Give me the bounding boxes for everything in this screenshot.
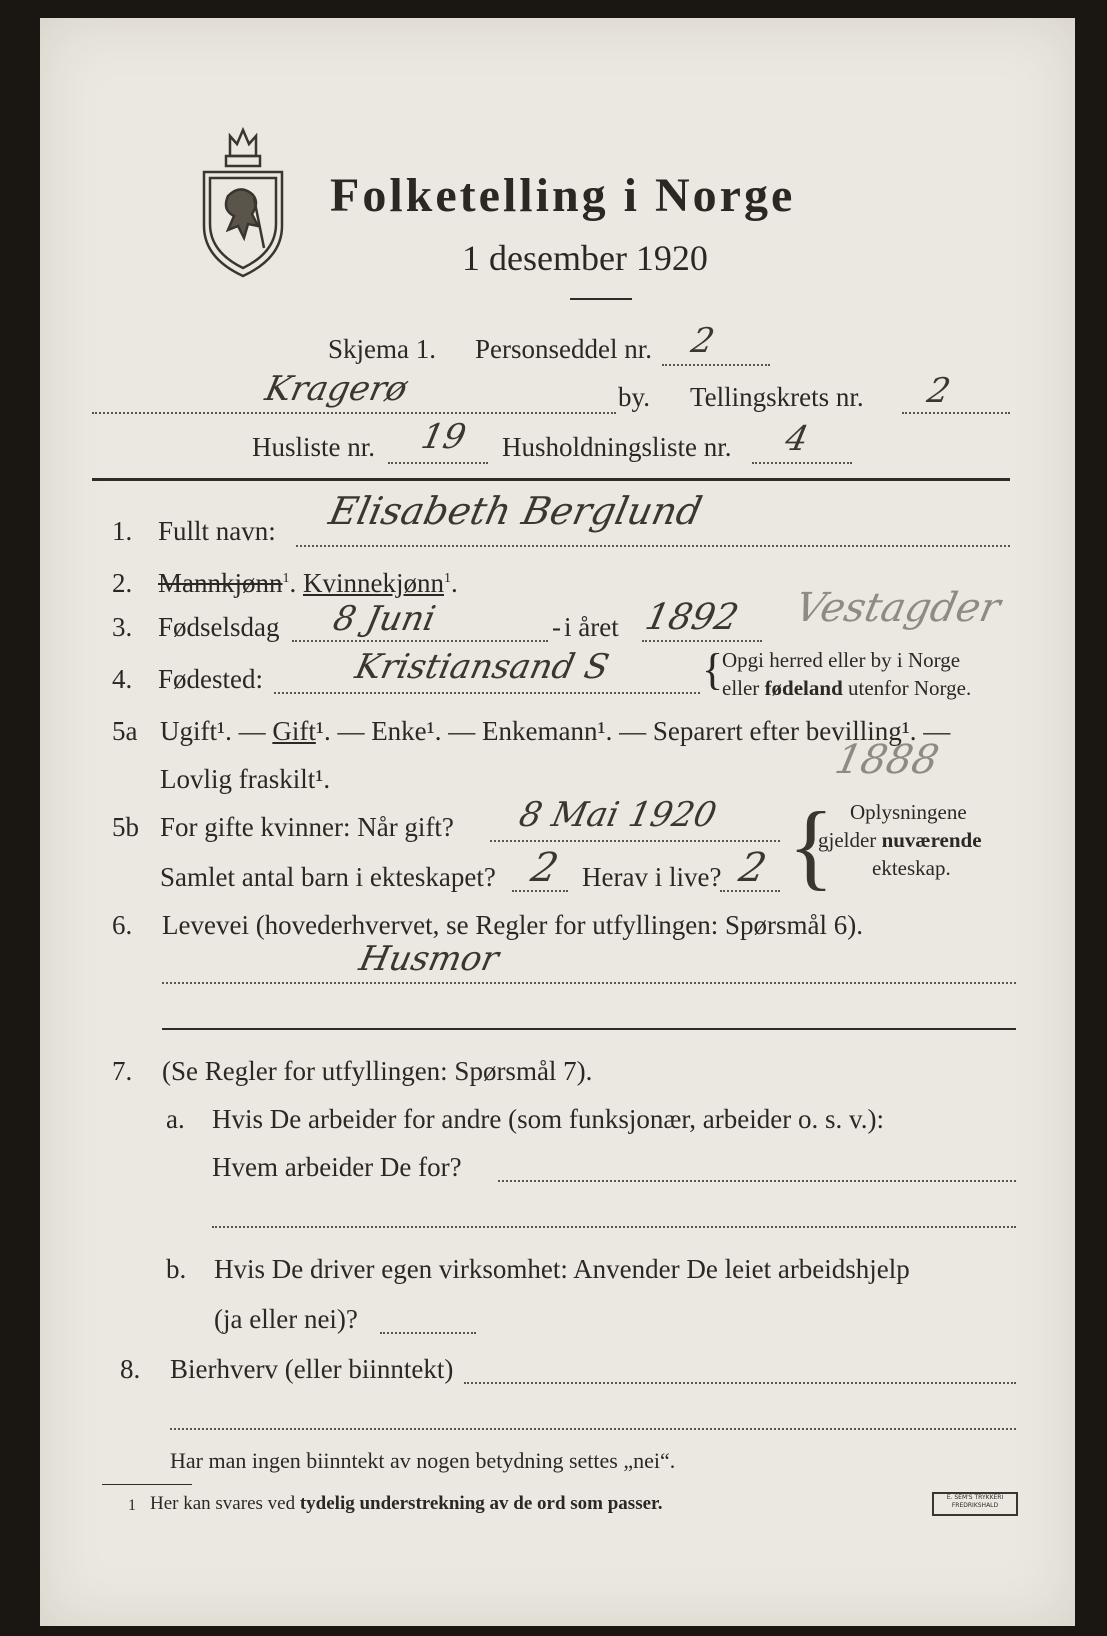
tellingskrets-label: Tellingskrets nr. xyxy=(690,382,864,412)
q5b-note-line1: Oplysningene xyxy=(850,800,967,824)
q5b-children-label: Samlet antal barn i ekteskapet? xyxy=(160,862,496,892)
norwegian-coat-of-arms-icon xyxy=(200,126,286,278)
tellingskrets-field-line xyxy=(902,412,1010,414)
q5a-line2: Lovlig fraskilt¹. xyxy=(160,764,331,794)
q2-sup1: 1 xyxy=(282,571,290,586)
q2-options xyxy=(158,570,458,597)
q8-field-line2 xyxy=(170,1428,1016,1430)
q5b-note-line2 xyxy=(818,830,982,851)
q7a-letter: a. xyxy=(166,1104,185,1134)
q5b-label: For gifte kvinner: Når gift? xyxy=(160,812,454,842)
q2-male: Mannkjønn xyxy=(158,568,283,598)
q7b-letter: b. xyxy=(166,1254,187,1284)
q5b-brace: { xyxy=(788,792,835,899)
husholdningsliste-field-line xyxy=(752,462,852,464)
q4-label: Fødested: xyxy=(158,664,263,694)
q5b-note-line3: ekteskap. xyxy=(872,856,951,880)
q6-value: Husmor xyxy=(355,939,503,979)
q7a-line1: Hvis De arbeider for andre (som funksjonær, arbeider o. s. v.): xyxy=(212,1104,884,1134)
q5b-note-a: gjelder xyxy=(818,828,877,852)
q5b-married-value: 8 Mai 1920 xyxy=(515,795,720,835)
q5b-married-field-line xyxy=(490,840,780,842)
q4-note-line1: Opgi herred eller by i Norge xyxy=(722,648,961,672)
skjema-label: Skjema 1. xyxy=(328,334,436,364)
by-label: by. xyxy=(618,382,650,412)
q7b-field-line xyxy=(380,1332,476,1334)
personseddel-value: 2 xyxy=(687,321,718,361)
q4-note-b: fødeland xyxy=(764,676,843,700)
note-nei: Har man ingen biinntekt av nogen betydning settes „nei“. xyxy=(170,1448,676,1473)
footnote-mark: 1 xyxy=(128,1497,136,1514)
q2-end: . xyxy=(451,568,458,598)
q6-number: 6. xyxy=(112,910,133,940)
q8-field-line1 xyxy=(464,1382,1016,1384)
tellingskrets-value: 2 xyxy=(923,371,954,411)
q4-note-line2 xyxy=(722,678,971,699)
q8-label: Bierhverv (eller biinntekt) xyxy=(170,1354,454,1384)
q5b-note-b: nuværende xyxy=(881,828,982,852)
q5a-number: 5a xyxy=(112,716,138,746)
q7a-field-line2 xyxy=(212,1226,1016,1228)
q4-value: Kristiansand S xyxy=(351,647,613,687)
q1-field-line xyxy=(296,545,1010,547)
q3-year-label: i året xyxy=(564,612,619,642)
q2-female: Kvinnekjønn xyxy=(303,568,444,598)
husliste-label: Husliste nr. xyxy=(252,432,376,462)
q3-day-field-line xyxy=(292,640,548,642)
census-date: 1 desember 1920 xyxy=(462,238,708,278)
q5b-number: 5b xyxy=(112,812,139,842)
q4-field-line xyxy=(274,692,700,694)
q3-year-value: 1892 xyxy=(641,597,743,638)
header-divider xyxy=(92,478,1010,481)
q5a-rest: ¹. — Enke¹. — Enkemann¹. — Separert efter bevilling¹. — xyxy=(315,716,951,746)
q7-label: (Se Regler for utfyllingen: Spørsmål 7). xyxy=(162,1056,593,1086)
q2-number: 2. xyxy=(112,568,133,598)
q5a-margin-year: 1888 xyxy=(831,737,943,783)
q3-margin-note: Vestagder xyxy=(791,585,1005,631)
husholdningsliste-value: 4 xyxy=(781,419,812,459)
husholdningsliste-label: Husholdningsliste nr. xyxy=(502,432,732,462)
q7a-field-line1 xyxy=(498,1180,1016,1182)
q5a-line1 xyxy=(160,718,950,745)
q1-label: Fullt navn: xyxy=(158,516,276,546)
title-divider xyxy=(570,298,632,300)
q4-note-a: eller xyxy=(722,676,760,700)
personseddel-field-line xyxy=(662,364,770,366)
q4-note-c: utenfor Norge. xyxy=(848,676,972,700)
q5b-alive-label: Herav i live? xyxy=(582,862,722,892)
q7a-line2: Hvem arbeider De for? xyxy=(212,1152,462,1182)
q6-field-line1 xyxy=(162,982,1016,984)
q6-field-line2 xyxy=(162,1028,1016,1030)
form-title: Folketelling i Norge xyxy=(330,169,796,222)
q1-value: Elisabeth Berglund xyxy=(325,489,706,533)
q3-label: Fødselsdag xyxy=(158,612,280,642)
printer-stamp: E. SEM'S TRYKKERI FREDRIKSHALD xyxy=(932,1492,1018,1516)
q6-label: Levevei (hovederhvervet, se Regler for utfyllingen: Spørsmål 6). xyxy=(162,910,864,940)
husliste-field-line xyxy=(388,462,488,464)
q7b-line2: (ja eller nei)? xyxy=(214,1304,358,1334)
q5b-alive-value: 2 xyxy=(735,845,771,891)
footnote-divider xyxy=(102,1484,192,1485)
q4-number: 4. xyxy=(112,664,133,694)
footnote-text-a: Her kan svares ved xyxy=(150,1493,296,1514)
by-value: Kragerø xyxy=(261,369,411,409)
q2-sup2: 1 xyxy=(444,571,451,586)
census-form-page xyxy=(40,18,1075,1626)
husliste-value: 19 xyxy=(417,417,470,457)
q3-day-value: 8 Juni xyxy=(329,599,440,639)
q7-number: 7. xyxy=(112,1056,133,1086)
by-field-line xyxy=(92,412,616,414)
footnote-text-b: tydelig understrekning av de ord som passer. xyxy=(299,1493,663,1514)
q3-number: 3. xyxy=(112,612,133,642)
q3-year-field-line xyxy=(642,640,762,642)
q8-number: 8. xyxy=(120,1354,141,1384)
q5a-gift: Gift xyxy=(272,716,316,746)
q7b-line1: Hvis De driver egen virksomhet: Anvender De leiet arbeidshjelp xyxy=(214,1254,910,1284)
q2-sep: . xyxy=(289,568,297,598)
footnote-text xyxy=(150,1494,662,1513)
q1-number: 1. xyxy=(112,516,133,546)
q5b-children-value: 2 xyxy=(527,845,563,891)
q4-brace: { xyxy=(702,645,724,694)
personseddel-label: Personseddel nr. xyxy=(475,334,652,364)
q3-dash: - xyxy=(552,612,561,642)
q5a-ugift: Ugift¹. — xyxy=(160,716,273,746)
